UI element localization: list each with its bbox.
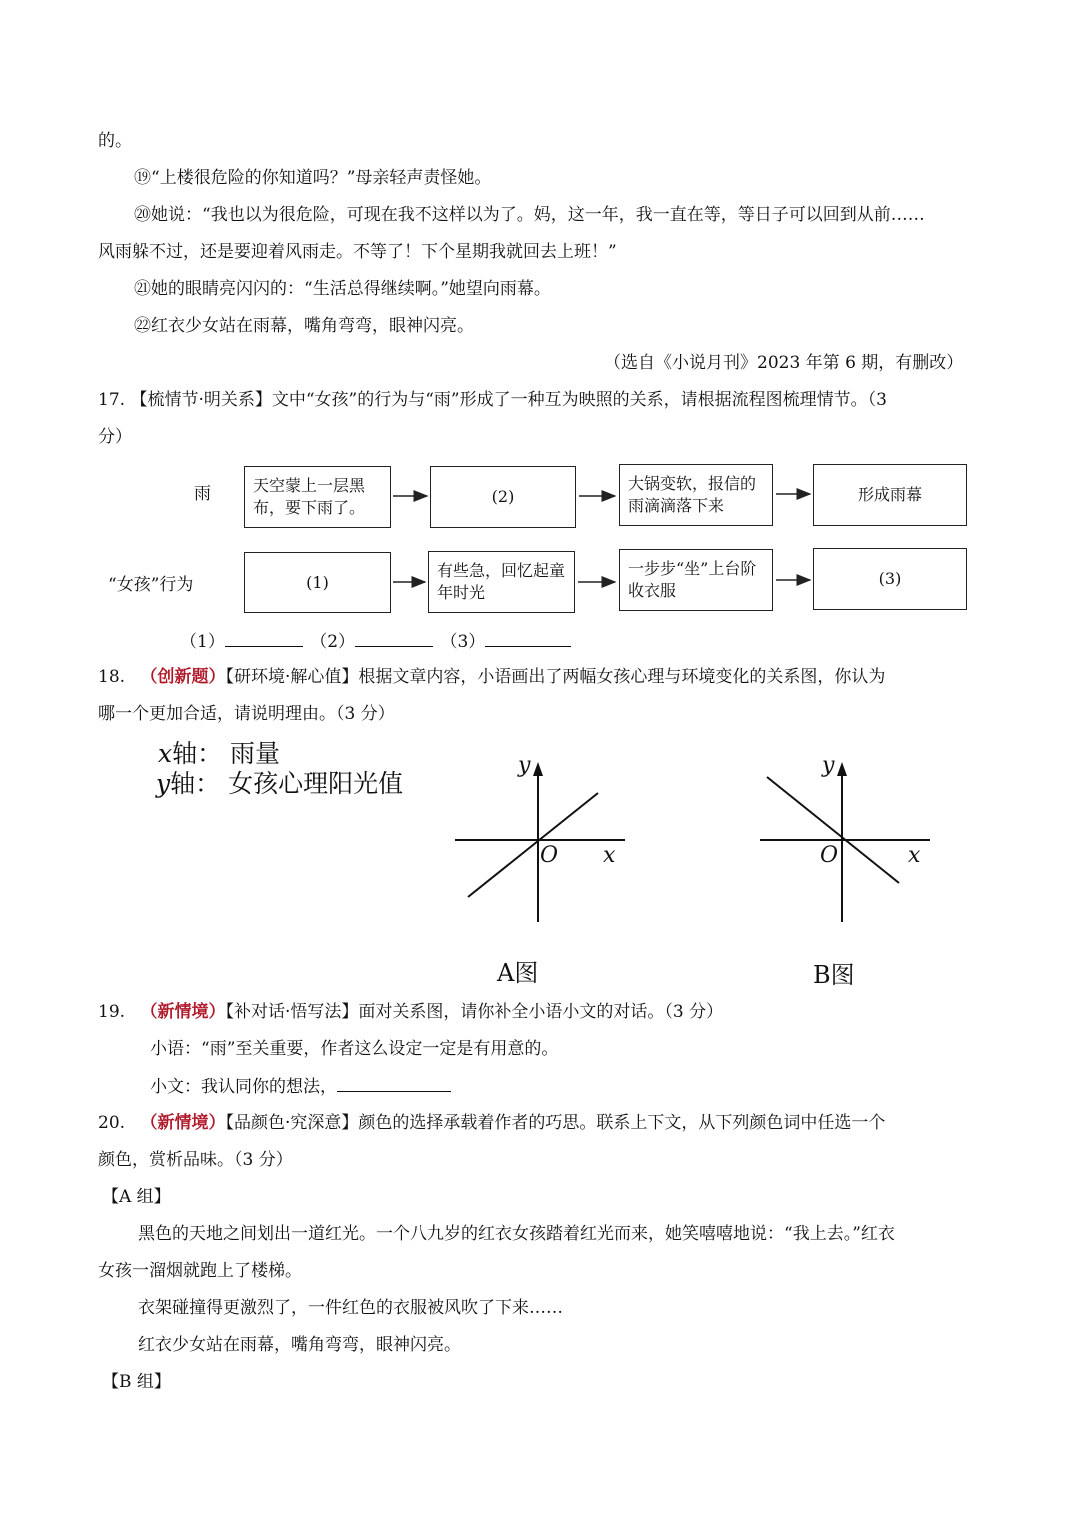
graph-a-x-label: x (603, 843, 616, 868)
q20-group-a-heading: 【A 组】 (102, 1187, 171, 1207)
flow-box-rain-3: 大锅变软，报信的雨滴滴落下来 (619, 464, 773, 526)
q18-number: 18. (98, 667, 126, 687)
q20-text: 【品颜色·究深意】颜色的选择承载着作者的巧思。联系上下文，从下列颜色词中任选一个 (225, 1113, 886, 1133)
answer-label-2: （2） (310, 632, 356, 652)
q18-text: 【研环境·解心值】根据文章内容，小语画出了两幅女孩心理与环境变化的关系图，你认为 (225, 667, 886, 687)
legend-x-axis: x轴： 雨量 (158, 739, 281, 768)
story-paragraph-22: ㉒红衣少女站在雨幕，嘴角弯弯，眼神闪亮。 (134, 316, 474, 336)
q19-text: 【补对话·悟写法】面对关系图，请你补全小语小文的对话。（3 分） (225, 1002, 724, 1022)
q18-tag: （创新题） (140, 667, 226, 687)
story-paragraph-20-line2: 风雨躲不过，还是要迎着风雨走。不等了！下个星期我就回去上班！” (98, 242, 617, 262)
q19-answer-blank[interactable] (337, 1075, 451, 1092)
graph-b-origin: O (820, 843, 839, 868)
story-paragraph-20-line1: ⑳她说：“我也以为很危险，可现在我不这样以为了。妈，这一年，我一直在等，等日子可以回到从前…… (134, 205, 925, 225)
q20-group-b-heading: 【B 组】 (102, 1372, 171, 1392)
q20-group-a-item3: 红衣少女站在雨幕，嘴角弯弯，眼神闪亮。 (138, 1335, 461, 1355)
q20-number: 20. (98, 1113, 126, 1133)
flow-box-rain-2: (2) (430, 466, 576, 528)
flow-box-rain-1: 天空蒙上一层黑布，要下雨了。 (244, 466, 391, 528)
q17-prompt-line1: 17. 【梳情节·明关系】文中“女孩”的行为与“雨”形成了一种互为映照的关系，请根据流程图梳理情节。（3 (98, 390, 887, 410)
q20-tag: （新情境） (140, 1113, 226, 1133)
flow-row-label-girl: “女孩”行为 (108, 575, 194, 595)
q19-number: 19. (98, 1002, 126, 1022)
q19-xiaowen-line: 小文：我认同你的想法， (150, 1075, 451, 1098)
q19-xiaoyu-line: 小语：“雨”至关重要，作者这么设定一定是有用意的。 (150, 1039, 559, 1059)
q20-prompt-line1 (98, 1112, 885, 1134)
q18-prompt-line2: 哪一个更加合适，请说明理由。（3 分） (98, 704, 395, 724)
q20-group-a-item1-line1: 黑色的天地之间划出一道红光。一个八九岁的红衣女孩踏着红光而来，她笑嘻嘻地说：“我上去。”红衣 (138, 1224, 895, 1244)
story-source: （选自《小说月刊》2023 年第 6 期，有删改） (604, 353, 964, 373)
story-paragraph-21: ㉑她的眼睛亮闪闪的：“生活总得继续啊。”她望向雨幕。 (134, 279, 551, 299)
answer-label-3: （3） (440, 632, 486, 652)
answer-label-1: （1） (180, 632, 225, 652)
flow-box-rain-4: 形成雨幕 (813, 464, 967, 526)
q19-prompt (98, 1001, 723, 1023)
q20-group-a-item2: 衣架碰撞得更激烈了，一件红色的衣服被风吹了下来…… (138, 1298, 563, 1318)
flow-box-girl-3: 一步步“坐”上台阶收衣服 (619, 549, 773, 611)
flow-box-girl-1: (1) (244, 552, 391, 613)
q17-prompt-line2: 分） (98, 427, 132, 447)
story-paragraph-19: ⑲“上楼很危险的你知道吗？”母亲轻声责怪她。 (134, 168, 492, 188)
q20-prompt-line2: 颜色，赏析品味。（3 分） (98, 1150, 293, 1170)
story-paragraph-tail: 的。 (98, 131, 132, 151)
graph-a-y-label: y (518, 753, 531, 778)
q20-group-a-item1-line2: 女孩一溜烟就跑上了楼梯。 (98, 1261, 302, 1281)
graph-b-x-label: x (908, 843, 921, 868)
flow-box-girl-2: 有些急，回忆起童年时光 (428, 551, 575, 613)
graph-a-origin: O (540, 843, 559, 868)
q19-tag: （新情境） (140, 1002, 226, 1022)
graph-b-caption: B图 (813, 961, 855, 989)
graph-a-caption: A图 (497, 959, 539, 987)
flow-row-label-rain: 雨 (194, 484, 211, 504)
graph-b-y-label: y (822, 753, 835, 778)
flow-box-girl-4: (3) (813, 548, 967, 610)
legend-y-axis: y轴： 女孩心理阳光值 (156, 769, 404, 798)
graph-b-y-arrow (837, 762, 847, 776)
